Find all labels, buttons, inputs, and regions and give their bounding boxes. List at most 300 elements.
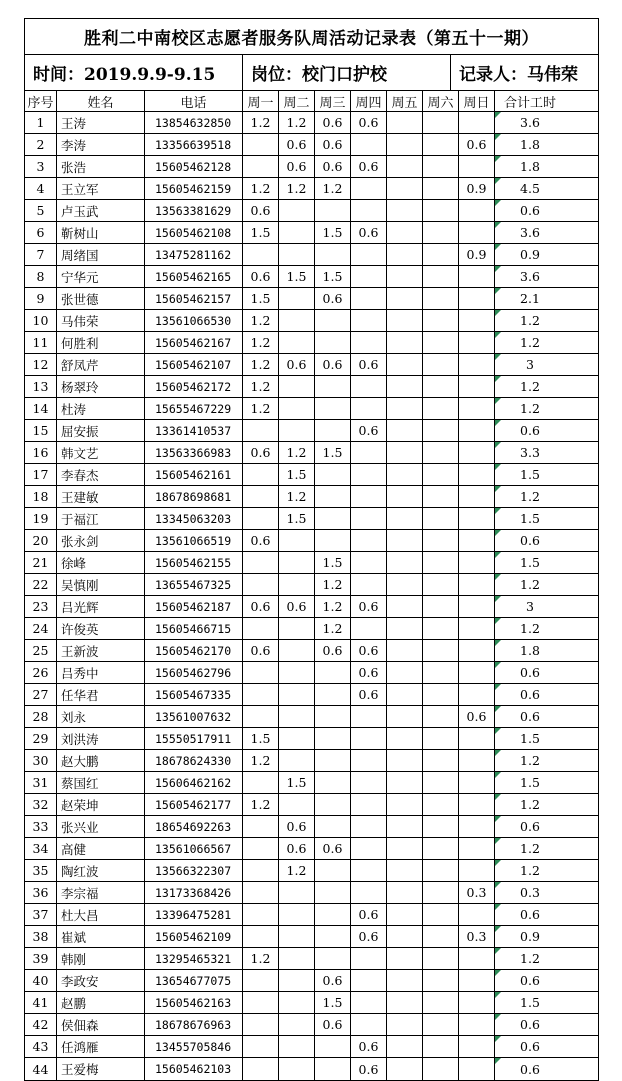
volunteer-name: 高健 [57, 838, 145, 859]
saturday-hours [423, 618, 459, 639]
saturday-hours [423, 684, 459, 705]
table-row [25, 816, 598, 838]
table-row [25, 772, 598, 794]
sunday-hours [459, 464, 495, 485]
tuesday-hours [279, 992, 315, 1013]
saturday-hours [423, 420, 459, 441]
row-number: 8 [25, 266, 57, 287]
wednesday-hours: 0.6 [315, 354, 351, 375]
tuesday-hours [279, 948, 315, 969]
phone-number: 15605462170 [145, 640, 243, 661]
row-number: 40 [25, 970, 57, 991]
volunteer-name: 张世德 [57, 288, 145, 309]
wednesday-hours [315, 398, 351, 419]
volunteer-name: 于福江 [57, 508, 145, 529]
monday-hours [243, 156, 279, 177]
sunday-hours [459, 750, 495, 771]
tuesday-hours [279, 728, 315, 749]
total-hours: 0.6 [495, 662, 565, 683]
table-row [25, 420, 598, 442]
table-row [25, 288, 598, 310]
monday-hours: 1.2 [243, 376, 279, 397]
friday-hours [387, 640, 423, 661]
recorder-label: 记录人：马伟荣 [459, 65, 578, 85]
volunteer-name: 王立军 [57, 178, 145, 199]
table-row [25, 948, 598, 970]
header-number: 序号 [25, 91, 57, 111]
table-row [25, 134, 598, 156]
total-hours: 0.6 [495, 970, 565, 991]
wednesday-hours: 1.5 [315, 222, 351, 243]
thursday-hours [351, 948, 387, 969]
tuesday-hours [279, 574, 315, 595]
saturday-hours [423, 156, 459, 177]
friday-hours [387, 948, 423, 969]
thursday-hours [351, 134, 387, 155]
thursday-hours: 0.6 [351, 420, 387, 441]
volunteer-name: 宁华元 [57, 266, 145, 287]
phone-number: 13295465321 [145, 948, 243, 969]
friday-hours [387, 178, 423, 199]
phone-number: 15605462159 [145, 178, 243, 199]
tuesday-hours [279, 706, 315, 727]
header-phone: 电话 [145, 91, 243, 111]
phone-number: 15605462163 [145, 992, 243, 1013]
volunteer-name: 蔡国红 [57, 772, 145, 793]
volunteer-name: 杨翠玲 [57, 376, 145, 397]
wednesday-hours [315, 1058, 351, 1080]
monday-hours: 1.2 [243, 310, 279, 331]
monday-hours [243, 486, 279, 507]
monday-hours: 1.2 [243, 332, 279, 353]
saturday-hours [423, 728, 459, 749]
saturday-hours [423, 112, 459, 133]
volunteer-name: 靳树山 [57, 222, 145, 243]
row-number: 39 [25, 948, 57, 969]
friday-hours [387, 926, 423, 947]
phone-number: 15655467229 [145, 398, 243, 419]
phone-number: 15605462187 [145, 596, 243, 617]
friday-hours [387, 354, 423, 375]
tuesday-hours [279, 662, 315, 683]
friday-hours [387, 772, 423, 793]
table-row [25, 222, 598, 244]
tuesday-hours [279, 1014, 315, 1035]
tuesday-hours [279, 926, 315, 947]
total-hours: 0.9 [495, 244, 565, 265]
wednesday-hours [315, 904, 351, 925]
wednesday-hours: 0.6 [315, 838, 351, 859]
table-row [25, 882, 598, 904]
total-hours: 0.9 [495, 926, 565, 947]
wednesday-hours [315, 684, 351, 705]
volunteer-name: 许俊英 [57, 618, 145, 639]
thursday-hours [351, 970, 387, 991]
saturday-hours [423, 288, 459, 309]
tuesday-hours: 0.6 [279, 134, 315, 155]
thursday-hours [351, 288, 387, 309]
table-row [25, 1036, 598, 1058]
total-hours: 0.6 [495, 1058, 565, 1080]
total-hours: 3.3 [495, 442, 565, 463]
wednesday-hours: 0.6 [315, 156, 351, 177]
saturday-hours [423, 178, 459, 199]
friday-hours [387, 794, 423, 815]
row-number: 11 [25, 332, 57, 353]
volunteer-name: 杜涛 [57, 398, 145, 419]
phone-number: 13561066519 [145, 530, 243, 551]
friday-hours [387, 970, 423, 991]
total-hours: 0.6 [495, 706, 565, 727]
sunday-hours [459, 1058, 495, 1080]
row-number: 43 [25, 1036, 57, 1057]
saturday-hours [423, 200, 459, 221]
sunday-hours: 0.6 [459, 706, 495, 727]
volunteer-name: 赵大鹏 [57, 750, 145, 771]
table-row [25, 552, 598, 574]
tuesday-hours: 1.5 [279, 772, 315, 793]
saturday-hours [423, 794, 459, 815]
friday-hours [387, 486, 423, 507]
phone-number: 13475281162 [145, 244, 243, 265]
monday-hours [243, 1014, 279, 1035]
monday-hours: 1.2 [243, 398, 279, 419]
table-row [25, 310, 598, 332]
row-number: 28 [25, 706, 57, 727]
thursday-hours [351, 706, 387, 727]
tuesday-hours [279, 222, 315, 243]
phone-number: 15605462161 [145, 464, 243, 485]
wednesday-hours: 0.6 [315, 1014, 351, 1035]
wednesday-hours [315, 200, 351, 221]
thursday-hours: 0.6 [351, 1058, 387, 1080]
wednesday-hours: 1.5 [315, 552, 351, 573]
wednesday-hours [315, 420, 351, 441]
saturday-hours [423, 530, 459, 551]
monday-hours: 0.6 [243, 200, 279, 221]
phone-number: 15605462177 [145, 794, 243, 815]
row-number: 29 [25, 728, 57, 749]
wednesday-hours [315, 926, 351, 947]
table-row [25, 1014, 598, 1036]
phone-number: 13566322307 [145, 860, 243, 881]
wednesday-hours: 0.6 [315, 288, 351, 309]
monday-hours: 0.6 [243, 266, 279, 287]
tuesday-hours: 1.5 [279, 266, 315, 287]
saturday-hours [423, 574, 459, 595]
wednesday-hours [315, 728, 351, 749]
saturday-hours [423, 882, 459, 903]
total-hours: 1.2 [495, 860, 565, 881]
phone-number: 13854632850 [145, 112, 243, 133]
row-number: 31 [25, 772, 57, 793]
row-number: 34 [25, 838, 57, 859]
header-saturday: 周六 [423, 91, 459, 111]
table-row [25, 508, 598, 530]
table-row [25, 684, 598, 706]
phone-number: 13396475281 [145, 904, 243, 925]
monday-hours: 1.2 [243, 178, 279, 199]
saturday-hours [423, 904, 459, 925]
sunday-hours [459, 266, 495, 287]
volunteer-name: 李春杰 [57, 464, 145, 485]
tuesday-hours: 0.6 [279, 838, 315, 859]
row-number: 41 [25, 992, 57, 1013]
friday-hours [387, 816, 423, 837]
total-hours: 1.2 [495, 332, 565, 353]
phone-number: 13561066530 [145, 310, 243, 331]
volunteer-name: 杜大昌 [57, 904, 145, 925]
total-hours: 1.2 [495, 574, 565, 595]
sunday-hours [459, 332, 495, 353]
phone-number: 15605462108 [145, 222, 243, 243]
row-number: 26 [25, 662, 57, 683]
sunday-hours [459, 486, 495, 507]
wednesday-hours: 1.5 [315, 266, 351, 287]
phone-number: 15605462109 [145, 926, 243, 947]
saturday-hours [423, 926, 459, 947]
total-hours: 1.2 [495, 794, 565, 815]
table-row [25, 992, 598, 1014]
total-hours: 0.6 [495, 200, 565, 221]
row-number: 10 [25, 310, 57, 331]
sunday-hours [459, 1036, 495, 1057]
wednesday-hours [315, 530, 351, 551]
row-number: 24 [25, 618, 57, 639]
friday-hours [387, 1058, 423, 1080]
wednesday-hours: 1.2 [315, 178, 351, 199]
tuesday-hours: 1.5 [279, 508, 315, 529]
row-number: 38 [25, 926, 57, 947]
friday-hours [387, 662, 423, 683]
row-number: 23 [25, 596, 57, 617]
row-number: 12 [25, 354, 57, 375]
post-label: 岗位：校门口护校 [243, 55, 451, 90]
total-hours: 1.5 [495, 728, 565, 749]
thursday-hours: 0.6 [351, 684, 387, 705]
monday-hours [243, 838, 279, 859]
sunday-hours: 0.3 [459, 926, 495, 947]
thursday-hours [351, 508, 387, 529]
header-tuesday: 周二 [279, 91, 315, 111]
tuesday-hours [279, 794, 315, 815]
thursday-hours [351, 882, 387, 903]
row-number: 17 [25, 464, 57, 485]
tuesday-hours: 0.6 [279, 156, 315, 177]
friday-hours [387, 244, 423, 265]
saturday-hours [423, 596, 459, 617]
phone-number: 13356639518 [145, 134, 243, 155]
saturday-hours [423, 464, 459, 485]
monday-hours [243, 1036, 279, 1057]
table-body [25, 112, 598, 1080]
tuesday-hours [279, 882, 315, 903]
phone-number: 15605462103 [145, 1058, 243, 1080]
tuesday-hours [279, 684, 315, 705]
volunteer-name: 李政安 [57, 970, 145, 991]
sunday-hours [459, 530, 495, 551]
row-number: 3 [25, 156, 57, 177]
saturday-hours [423, 398, 459, 419]
row-number: 15 [25, 420, 57, 441]
total-hours: 1.2 [495, 398, 565, 419]
wednesday-hours [315, 706, 351, 727]
total-hours: 1.5 [495, 508, 565, 529]
monday-hours [243, 992, 279, 1013]
table-row [25, 596, 598, 618]
phone-number: 15605466715 [145, 618, 243, 639]
sunday-hours [459, 816, 495, 837]
thursday-hours [351, 574, 387, 595]
table-row [25, 574, 598, 596]
volunteer-name: 徐峰 [57, 552, 145, 573]
total-hours: 3 [495, 354, 565, 375]
volunteer-name: 张兴业 [57, 816, 145, 837]
total-hours: 1.8 [495, 640, 565, 661]
tuesday-hours [279, 552, 315, 573]
phone-number: 15605462165 [145, 266, 243, 287]
friday-hours [387, 156, 423, 177]
monday-hours [243, 882, 279, 903]
total-hours: 1.2 [495, 618, 565, 639]
total-hours: 1.2 [495, 486, 565, 507]
table-row [25, 354, 598, 376]
volunteer-name: 张浩 [57, 156, 145, 177]
friday-hours [387, 706, 423, 727]
wednesday-hours [315, 486, 351, 507]
saturday-hours [423, 706, 459, 727]
sunday-hours [459, 948, 495, 969]
wednesday-hours [315, 376, 351, 397]
row-number: 14 [25, 398, 57, 419]
monday-hours [243, 464, 279, 485]
total-hours: 3.6 [495, 266, 565, 287]
friday-hours [387, 904, 423, 925]
tuesday-hours [279, 750, 315, 771]
wednesday-hours: 0.6 [315, 970, 351, 991]
monday-hours [243, 926, 279, 947]
monday-hours [243, 706, 279, 727]
total-hours: 3 [495, 596, 565, 617]
phone-number: 18678698681 [145, 486, 243, 507]
row-number: 13 [25, 376, 57, 397]
tuesday-hours: 0.6 [279, 596, 315, 617]
row-number: 25 [25, 640, 57, 661]
header-sunday: 周日 [459, 91, 495, 111]
friday-hours [387, 134, 423, 155]
volunteer-name: 屈安振 [57, 420, 145, 441]
monday-hours [243, 970, 279, 991]
wednesday-hours: 0.6 [315, 112, 351, 133]
sunday-hours [459, 728, 495, 749]
sunday-hours [459, 420, 495, 441]
wednesday-hours: 1.2 [315, 596, 351, 617]
tuesday-hours [279, 1036, 315, 1057]
phone-number: 13561007632 [145, 706, 243, 727]
saturday-hours [423, 816, 459, 837]
monday-hours [243, 860, 279, 881]
volunteer-name: 吕光辉 [57, 596, 145, 617]
wednesday-hours [315, 310, 351, 331]
table-row [25, 332, 598, 354]
table-row [25, 266, 598, 288]
header-monday: 周一 [243, 91, 279, 111]
monday-hours [243, 816, 279, 837]
table-row [25, 838, 598, 860]
friday-hours [387, 596, 423, 617]
wednesday-hours [315, 1036, 351, 1057]
tuesday-hours: 0.6 [279, 354, 315, 375]
wednesday-hours [315, 948, 351, 969]
monday-hours [243, 904, 279, 925]
thursday-hours [351, 530, 387, 551]
thursday-hours: 0.6 [351, 156, 387, 177]
monday-hours: 1.5 [243, 288, 279, 309]
friday-hours [387, 552, 423, 573]
row-number: 2 [25, 134, 57, 155]
sunday-hours [459, 970, 495, 991]
saturday-hours [423, 1014, 459, 1035]
friday-hours [387, 288, 423, 309]
thursday-hours [351, 244, 387, 265]
table-row [25, 200, 598, 222]
friday-hours [387, 398, 423, 419]
sunday-hours [459, 860, 495, 881]
saturday-hours [423, 838, 459, 859]
thursday-hours [351, 178, 387, 199]
total-hours: 0.6 [495, 684, 565, 705]
saturday-hours [423, 1036, 459, 1057]
total-hours: 0.6 [495, 904, 565, 925]
tuesday-hours [279, 288, 315, 309]
table-row [25, 178, 598, 200]
header-wednesday: 周三 [315, 91, 351, 111]
saturday-hours [423, 266, 459, 287]
phone-number: 15605462157 [145, 288, 243, 309]
volunteer-name: 何胜利 [57, 332, 145, 353]
thursday-hours [351, 464, 387, 485]
header-row [25, 91, 598, 112]
phone-number: 13173368426 [145, 882, 243, 903]
tuesday-hours [279, 904, 315, 925]
total-hours: 1.2 [495, 310, 565, 331]
total-hours: 1.2 [495, 376, 565, 397]
volunteer-name: 刘永 [57, 706, 145, 727]
volunteer-name: 侯佃森 [57, 1014, 145, 1035]
total-hours: 0.6 [495, 816, 565, 837]
sunday-hours [459, 1014, 495, 1035]
monday-hours: 1.2 [243, 112, 279, 133]
sunday-hours [459, 508, 495, 529]
friday-hours [387, 882, 423, 903]
table-row [25, 926, 598, 948]
wednesday-hours: 1.2 [315, 618, 351, 639]
tuesday-hours: 1.2 [279, 442, 315, 463]
monday-hours [243, 244, 279, 265]
thursday-hours [351, 1014, 387, 1035]
tuesday-hours [279, 398, 315, 419]
phone-number: 15605462172 [145, 376, 243, 397]
row-number: 35 [25, 860, 57, 881]
wednesday-hours [315, 332, 351, 353]
monday-hours [243, 662, 279, 683]
volunteer-name: 王建敏 [57, 486, 145, 507]
sunday-hours [459, 376, 495, 397]
table-row [25, 464, 598, 486]
total-hours: 1.5 [495, 464, 565, 485]
table-row [25, 618, 598, 640]
table-row [25, 706, 598, 728]
